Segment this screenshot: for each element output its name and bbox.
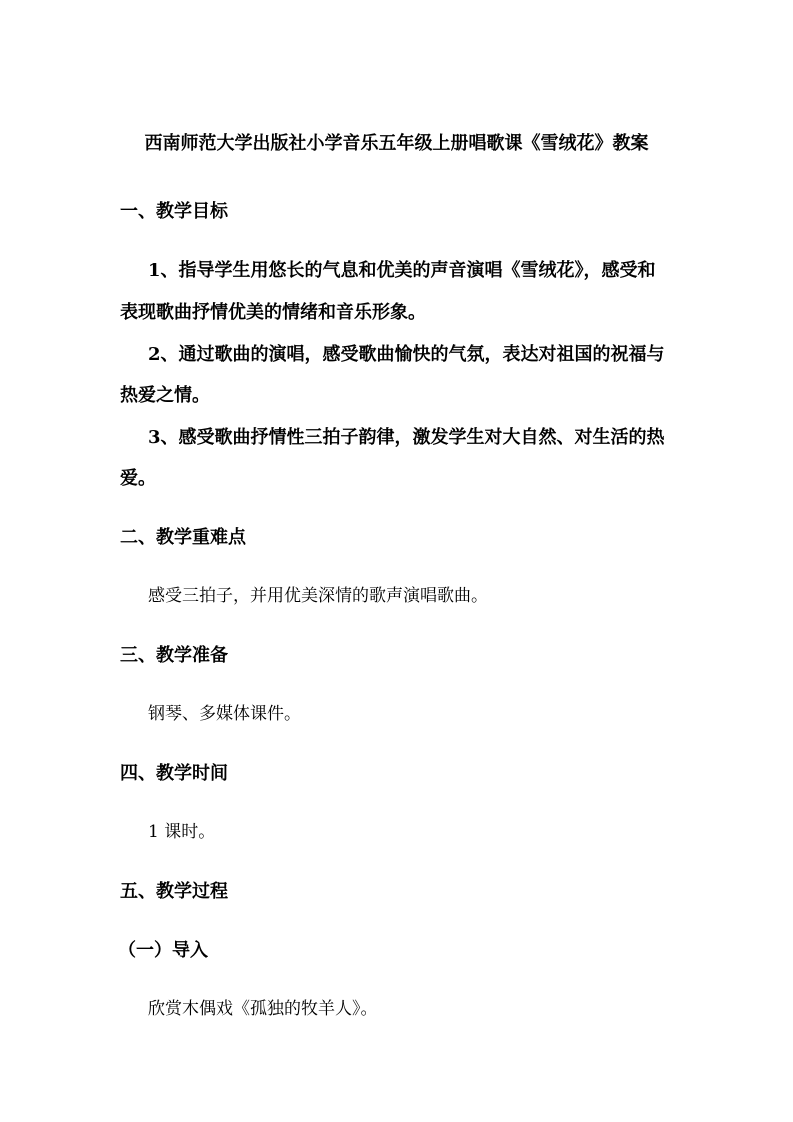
key-points-content: 感受三拍子，并用优美深情的歌声演唱歌曲。 [148,586,488,606]
objective-1-line-2: 表现歌曲抒情优美的情绪和音乐形象。 [120,302,426,323]
objective-3-line-2: 爱。 [120,468,156,489]
section-heading-process: 五、教学过程 [120,881,228,902]
objective-1-line-1: 1、指导学生用悠长的气息和优美的声音演唱《雪绒花》，感受和 [148,260,656,281]
objective-2-line-2: 热爱之情。 [120,385,210,406]
section-heading-objectives: 一、教学目标 [120,201,228,222]
process-intro-content: 欣赏木偶戏《孤独的牧羊人》。 [148,999,378,1019]
preparation-content: 钢琴、多媒体课件。 [148,704,301,724]
objective-3-line-1: 3、感受歌曲抒情性三拍子韵律，激发学生对大自然、对生活的热 [148,427,665,448]
section-heading-time: 四、教学时间 [120,763,228,784]
objective-2-line-1: 2、通过歌曲的演唱，感受歌曲愉快的气氛，表达对祖国的祝福与 [148,344,665,365]
time-content: 1 课时。 [148,822,216,842]
section-heading-key-points: 二、教学重难点 [120,527,246,548]
document-title: 西南师范大学出版社小学音乐五年级上册唱歌课《雪绒花》教案 [144,133,649,154]
section-heading-preparation: 三、教学准备 [120,645,228,666]
process-subheading-intro: （一）导入 [118,940,208,961]
